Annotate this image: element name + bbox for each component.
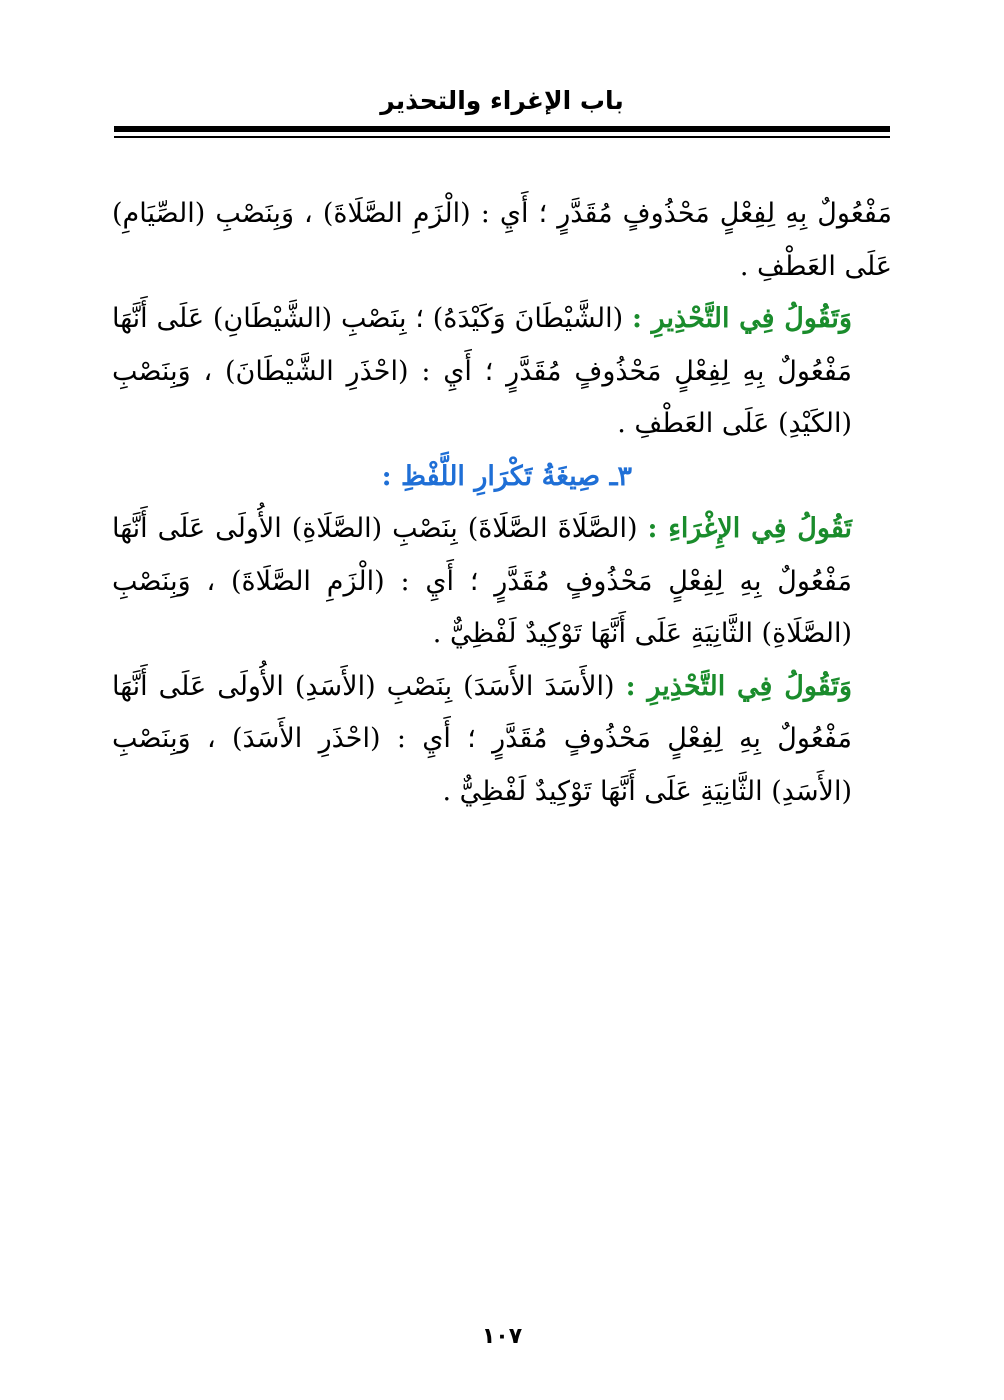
chapter-title: باب الإغراء والتحذير <box>380 86 624 115</box>
paragraph-ighra <box>112 503 892 661</box>
header-rule-thick <box>114 126 890 132</box>
paragraph-lead: وَتَقُولُ فِي التَّحْذِيرِ : <box>632 303 852 334</box>
paragraph-tahdhir-2 <box>112 661 892 819</box>
paragraph-body: (الصَّلَاةَ الصَّلَاةَ) بِنَصْبِ (الصَّلَاةِ) الأُولَى عَلَى أَنَّهَا مَفْعُولٌ بِهِ لِفِعْلٍ مَحْذُوفٍ مُقَدَّرٍ ؛ أَيِ : (الْزَمِ الصَّلَاةَ) ، وَبِنَصْبِ (الصَّلَاةِ) الثَّانِيَةِ عَلَى أَنَّهَا تَوْكِيدٌ لَفْظِيٌّ . <box>112 513 852 649</box>
paragraph-continuation: مَفْعُولٌ بِهِ لِفِعْلٍ مَحْذُوفٍ مُقَدَّرٍ ؛ أَيِ : (الْزَمِ الصَّلَاةَ) ، وَبِنَصْبِ (الصِّيَامِ) عَلَى العَطْفِ . <box>112 198 892 282</box>
header-rule-thin <box>114 136 890 138</box>
page-number: ١٠٧ <box>481 1324 523 1349</box>
paragraph-body: (الشَّيْطَانَ وَكَيْدَهُ) ؛ بِنَصْبِ (الشَّيْطَانِ) عَلَى أَنَّهَا مَفْعُولٌ بِهِ لِفِعْلٍ مَحْذُوفٍ مُقَدَّرٍ ؛ أَيِ : (احْذَرِ الشَّيْطَانَ) ، وَبِنَصْبِ (الكَيْدِ) عَلَى العَطْفِ . <box>112 303 852 439</box>
section-heading: ٣ـ صِيغَةُ تَكْرَارِ اللَّفْظِ : <box>381 460 632 492</box>
paragraph-tahdhir-1 <box>112 293 892 451</box>
body-text <box>112 188 892 818</box>
paragraph-body: (الأَسَدَ الأَسَدَ) بِنَصْبِ (الأَسَدِ) الأُولَى عَلَى أَنَّهَا مَفْعُولٌ بِهِ لِفِعْلٍ مَحْذُوفٍ مُقَدَّرٍ ؛ أَيِ : (احْذَرِ الأَسَدَ) ، وَبِنَصْبِ (الأَسَدِ) الثَّانِيَةِ عَلَى أَنَّهَا تَوْكِيدٌ لَفْظِيٌّ . <box>112 670 852 807</box>
paragraph-lead: تَقُولُ فِي الإِغْرَاءِ : <box>647 513 852 544</box>
paragraph-lead: وَتَقُولُ فِي التَّحْذِيرِ : <box>625 670 852 702</box>
